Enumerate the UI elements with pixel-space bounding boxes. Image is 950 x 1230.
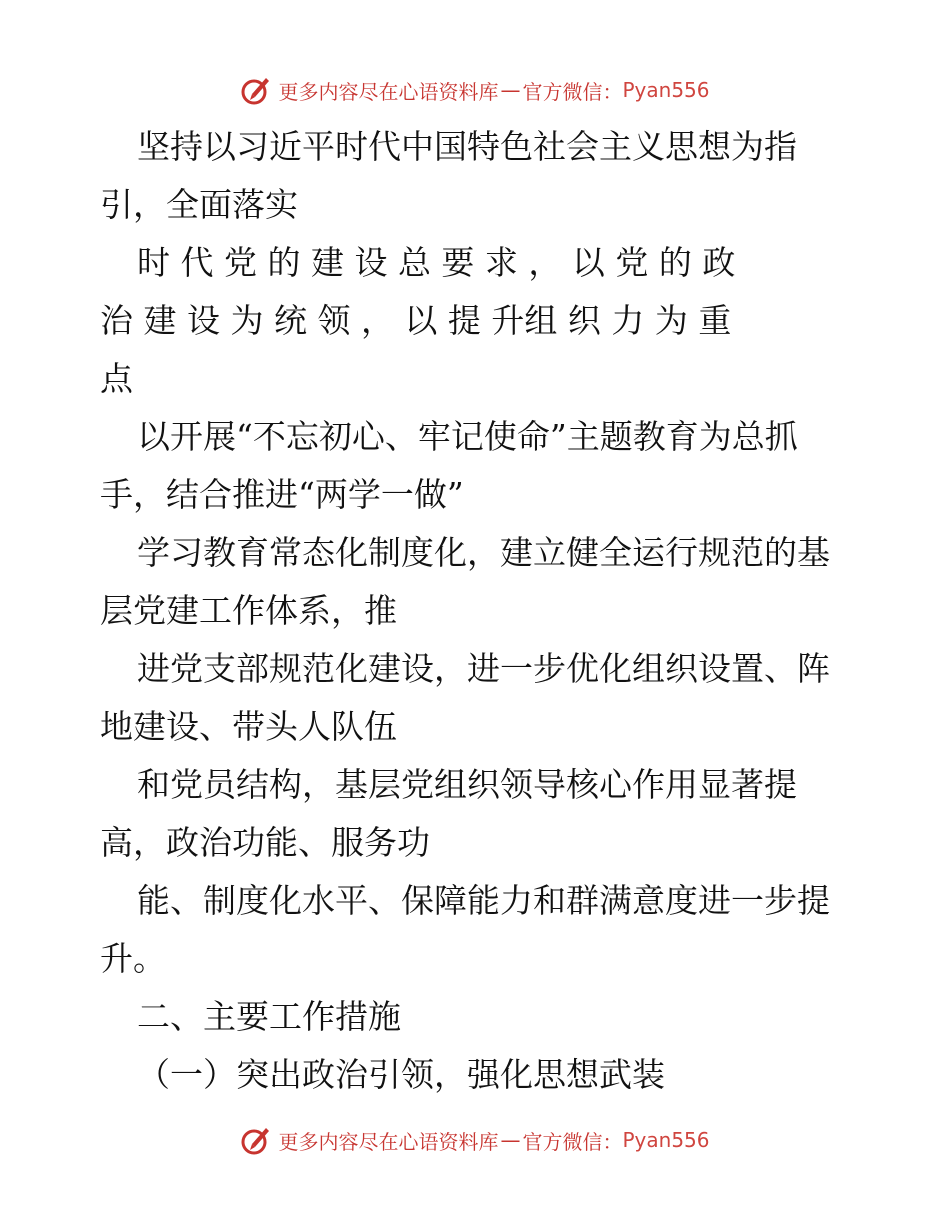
footer-watermark bbox=[0, 1120, 950, 1160]
text-line: 学习教育常态化制度化，建立健全运行规范的基 bbox=[137, 533, 830, 572]
watermark-site-text: 更多内容尽在心语资料库 bbox=[278, 79, 499, 104]
watermark-site-text: 更多内容尽在心语资料库 bbox=[278, 1129, 499, 1154]
text-line: 能、制度化水平、保障能力和群满意度进一步提 bbox=[137, 881, 830, 920]
header-watermark bbox=[0, 70, 950, 110]
watermark-separator: — bbox=[500, 78, 521, 102]
text-line: 高，政治功能、服务功 bbox=[100, 823, 430, 862]
watermark-account-id: Pyan556 bbox=[622, 78, 710, 102]
text-line: 地建设、带头人队伍 bbox=[100, 707, 397, 746]
watermark-separator: — bbox=[500, 1128, 521, 1152]
text-line: 引，全面落实 bbox=[100, 185, 298, 224]
section-heading: 二、主要工作措施 bbox=[137, 997, 401, 1036]
text-line: 升。 bbox=[100, 939, 166, 978]
watermark-official-label: 官方微信： bbox=[522, 79, 623, 104]
subsection-heading: （一）突出政治引领，强化思想武装 bbox=[137, 1055, 665, 1094]
text-line: 层党建工作体系，推 bbox=[100, 591, 397, 630]
text-line: 坚持以习近平时代中国特色社会主义思想为指 bbox=[137, 127, 797, 166]
text-line: 治 建 设 为 统 领 ， 以 提 升组 织 力 为 重 bbox=[100, 301, 732, 340]
text-line: 点 bbox=[100, 359, 133, 398]
document-body bbox=[100, 118, 860, 1104]
watermark-account-id: Pyan556 bbox=[622, 1128, 710, 1152]
text-line: 时 代 党 的 建 设 总 要 求 ， 以 党 的 政 bbox=[137, 243, 736, 282]
watermark-official-label: 官方微信： bbox=[522, 1129, 623, 1154]
text-line: 和党员结构，基层党组织领导核心作用显著提 bbox=[137, 765, 797, 804]
text-line: 进党支部规范化建设，进一步优化组织设置、阵 bbox=[137, 649, 830, 688]
pen-logo-icon bbox=[240, 74, 272, 106]
text-line: 以开展“不忘初心、牢记使命”主题教育为总抓 bbox=[137, 417, 798, 456]
text-line: 手，结合推进“两学一做” bbox=[100, 475, 464, 514]
pen-logo-icon bbox=[240, 1124, 272, 1156]
